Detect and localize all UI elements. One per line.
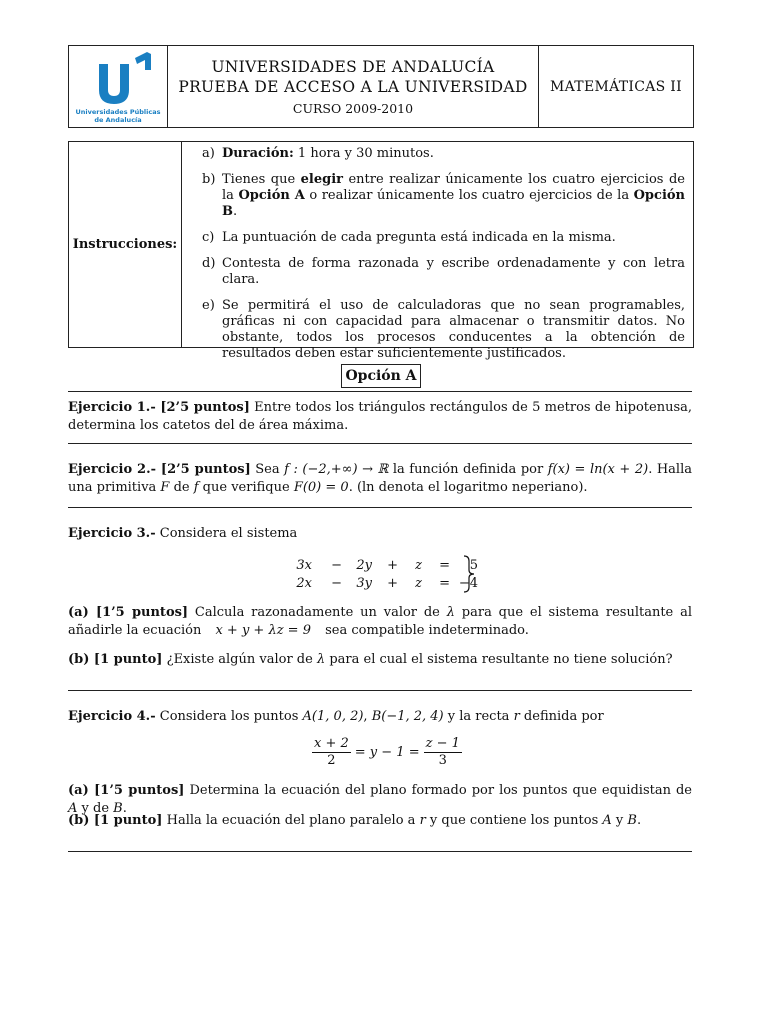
instruction-bold: Opción A (238, 188, 305, 203)
exercise-2 (68, 461, 692, 497)
exercise-text: definida por (519, 709, 604, 724)
instruction-e (202, 298, 685, 362)
exercise-3-part-b (68, 651, 692, 669)
line-equation (312, 736, 462, 769)
instruction-bold: elegir (300, 172, 343, 187)
part-heading: (b) [1 punto] (68, 813, 163, 828)
instruction-c (202, 230, 685, 246)
math-expression: F(0) = 0 (293, 480, 349, 495)
math-expression: A (602, 813, 612, 828)
system-term: z (415, 575, 422, 591)
right-brace-icon (462, 554, 476, 594)
exercise-text: de (169, 480, 194, 495)
system-rhs: −4 (458, 575, 478, 591)
exercise-text: Considera los puntos (155, 709, 303, 724)
fraction-denominator: 3 (438, 753, 447, 768)
instruction-text: La puntuación de cada pregunta está indicada en la misma. (222, 230, 616, 245)
divider (68, 391, 692, 392)
exercise-text: . (636, 813, 642, 828)
instruction-b (202, 172, 685, 220)
math-expression: F (160, 480, 170, 495)
logo-text-line1: Universidades Públicas (75, 108, 161, 116)
instruction-text: Se permitirá el uso de calculadoras que no sean programables, gráficas ni con capacidad para almacenar o transmitir datos. No obstante, todos los procesos conducentes a la obtención de resultados deben estar suficientemente justificados. (222, 298, 685, 361)
system-term: 3y (356, 575, 372, 591)
subject-title: MATEMÁTICAS II (550, 78, 682, 95)
instruction-text: Contesta de forma razonada y escribe ordenadamente y con letra clara. (222, 256, 685, 287)
system-op: − (331, 557, 342, 573)
exercise-1 (68, 399, 692, 435)
system-row-2 (294, 574, 478, 592)
duration-label: Duración: (222, 146, 294, 161)
exercise-text: para el cual el sistema resultante no tiene solución? (325, 652, 673, 667)
u-logo-icon (77, 50, 159, 108)
instructions-list (182, 142, 693, 361)
fraction-denominator: 2 (327, 753, 336, 768)
exercise-text: Determina la ecuación del plano formado por los puntos que equidistan de (184, 783, 693, 798)
instruction-bold: Opción B (222, 188, 685, 219)
instruction-text: . (233, 204, 238, 219)
math-expression: r (513, 709, 520, 724)
system-op: − (331, 575, 342, 591)
instruction-marker: a) (202, 146, 215, 161)
math-expression: A (68, 801, 78, 816)
exercise-text: . Halla una primitiva (68, 462, 693, 495)
fraction (424, 736, 462, 769)
exercise-heading: Ejercicio 4.- (68, 709, 156, 724)
exercise-heading: Ejercicio 3.- (68, 526, 156, 541)
exercise-text: y (611, 813, 628, 828)
equation-middle: = y − 1 = (354, 745, 420, 760)
option-title: Opción A (341, 364, 421, 388)
duration-text: 1 hora y 30 minutos. (293, 146, 434, 161)
system-term: z (415, 557, 422, 573)
university-logo (69, 46, 168, 127)
header-line2: PRUEBA DE ACCESO A LA UNIVERSIDAD (178, 78, 528, 96)
system-term: 3x (296, 557, 312, 573)
exercise-text: para que el sistema resultante al añadirle la ecuación (68, 605, 692, 638)
instruction-text: o realizar únicamente los cuatro ejercicios de la (304, 188, 634, 203)
exercise-text: , (363, 709, 372, 724)
fraction-numerator: x + 2 (314, 736, 349, 751)
fraction (312, 736, 351, 769)
math-expression: r (419, 813, 426, 828)
math-expression: A(1, 0, 2) (302, 709, 364, 724)
math-expression: x + y + λz = 9 (215, 623, 311, 638)
instruction-d (202, 256, 685, 288)
system-op: = (439, 575, 450, 591)
exercise-text: y la recta (443, 709, 514, 724)
exam-header (68, 45, 694, 128)
exercise-text: Halla la ecuación del plano paralelo a (162, 813, 420, 828)
instructions-label: Instrucciones: (69, 142, 182, 347)
exercise-text: sea compatible indeterminado. (320, 623, 529, 638)
exercise-3-intro (68, 525, 692, 543)
header-line1: UNIVERSIDADES DE ANDALUCÍA (211, 58, 495, 76)
instruction-marker: c) (202, 230, 215, 245)
math-expression: B (113, 801, 123, 816)
math-expression: f(x) = ln(x + 2) (547, 462, 649, 477)
math-expression: f : (−2,+∞) → ℝ (284, 462, 389, 477)
exercise-text: ¿Existe algún valor de (162, 652, 317, 667)
part-heading: (a) [1’5 puntos] (68, 605, 189, 620)
system-op: + (387, 557, 398, 573)
math-expression: λ (446, 605, 455, 620)
part-heading: (b) [1 punto] (68, 652, 163, 667)
divider (68, 851, 692, 852)
divider (68, 443, 692, 444)
math-expression: B(−1, 2, 4) (371, 709, 444, 724)
system-rhs: 5 (469, 557, 478, 573)
exercise-heading: Ejercicio 2.- [2’5 puntos] (68, 462, 251, 477)
exercise-text: que verifique (198, 480, 294, 495)
exercise-3-part-a (68, 604, 692, 640)
part-heading: (a) [1’5 puntos] (68, 783, 185, 798)
exercise-text: la función definida por (388, 462, 548, 477)
math-expression: f (193, 480, 199, 495)
system-term: 2x (296, 575, 312, 591)
exercise-text: y de (77, 801, 114, 816)
instruction-marker: d) (202, 256, 216, 271)
math-expression: λ (316, 652, 326, 667)
system-op: = (439, 557, 450, 573)
exercise-4-intro (68, 708, 692, 726)
exercise-text: Calcula razonadamente un valor de (188, 605, 447, 620)
math-expression: B (627, 813, 637, 828)
equation-system (294, 556, 478, 592)
system-term: 2y (356, 557, 372, 573)
system-op: + (387, 575, 398, 591)
header-course: CURSO 2009-2010 (292, 101, 414, 116)
instruction-text: Tienes que (222, 172, 301, 187)
fraction-numerator: z − 1 (425, 736, 460, 751)
divider (68, 690, 692, 691)
exercise-text: y que contiene los puntos (425, 813, 603, 828)
instruction-marker: b) (202, 172, 216, 187)
exercise-4-part-b (68, 812, 692, 830)
title-block (168, 46, 539, 127)
exercise-text: Sea (250, 462, 285, 477)
instruction-marker: e) (202, 298, 215, 313)
exercise-text: . (122, 801, 127, 816)
divider (68, 507, 692, 508)
exercise-text: . (ln denota el logaritmo neperiano). (348, 480, 588, 495)
instruction-a (202, 146, 685, 162)
system-row-1 (294, 556, 478, 574)
exercise-text: Entre todos los triángulos rectángulos de 5 metros de hipotenusa, determina los catetos del de área máxima. (68, 400, 693, 433)
instruction-text: entre realizar únicamente los cuatro ejercicios de la (222, 172, 685, 203)
exercise-heading: Ejercicio 1.- [2’5 puntos] (68, 400, 250, 415)
logo-text-line2: de Andalucía (94, 116, 142, 124)
exercise-text: Considera el sistema (155, 526, 298, 541)
instructions-box (68, 141, 694, 361)
